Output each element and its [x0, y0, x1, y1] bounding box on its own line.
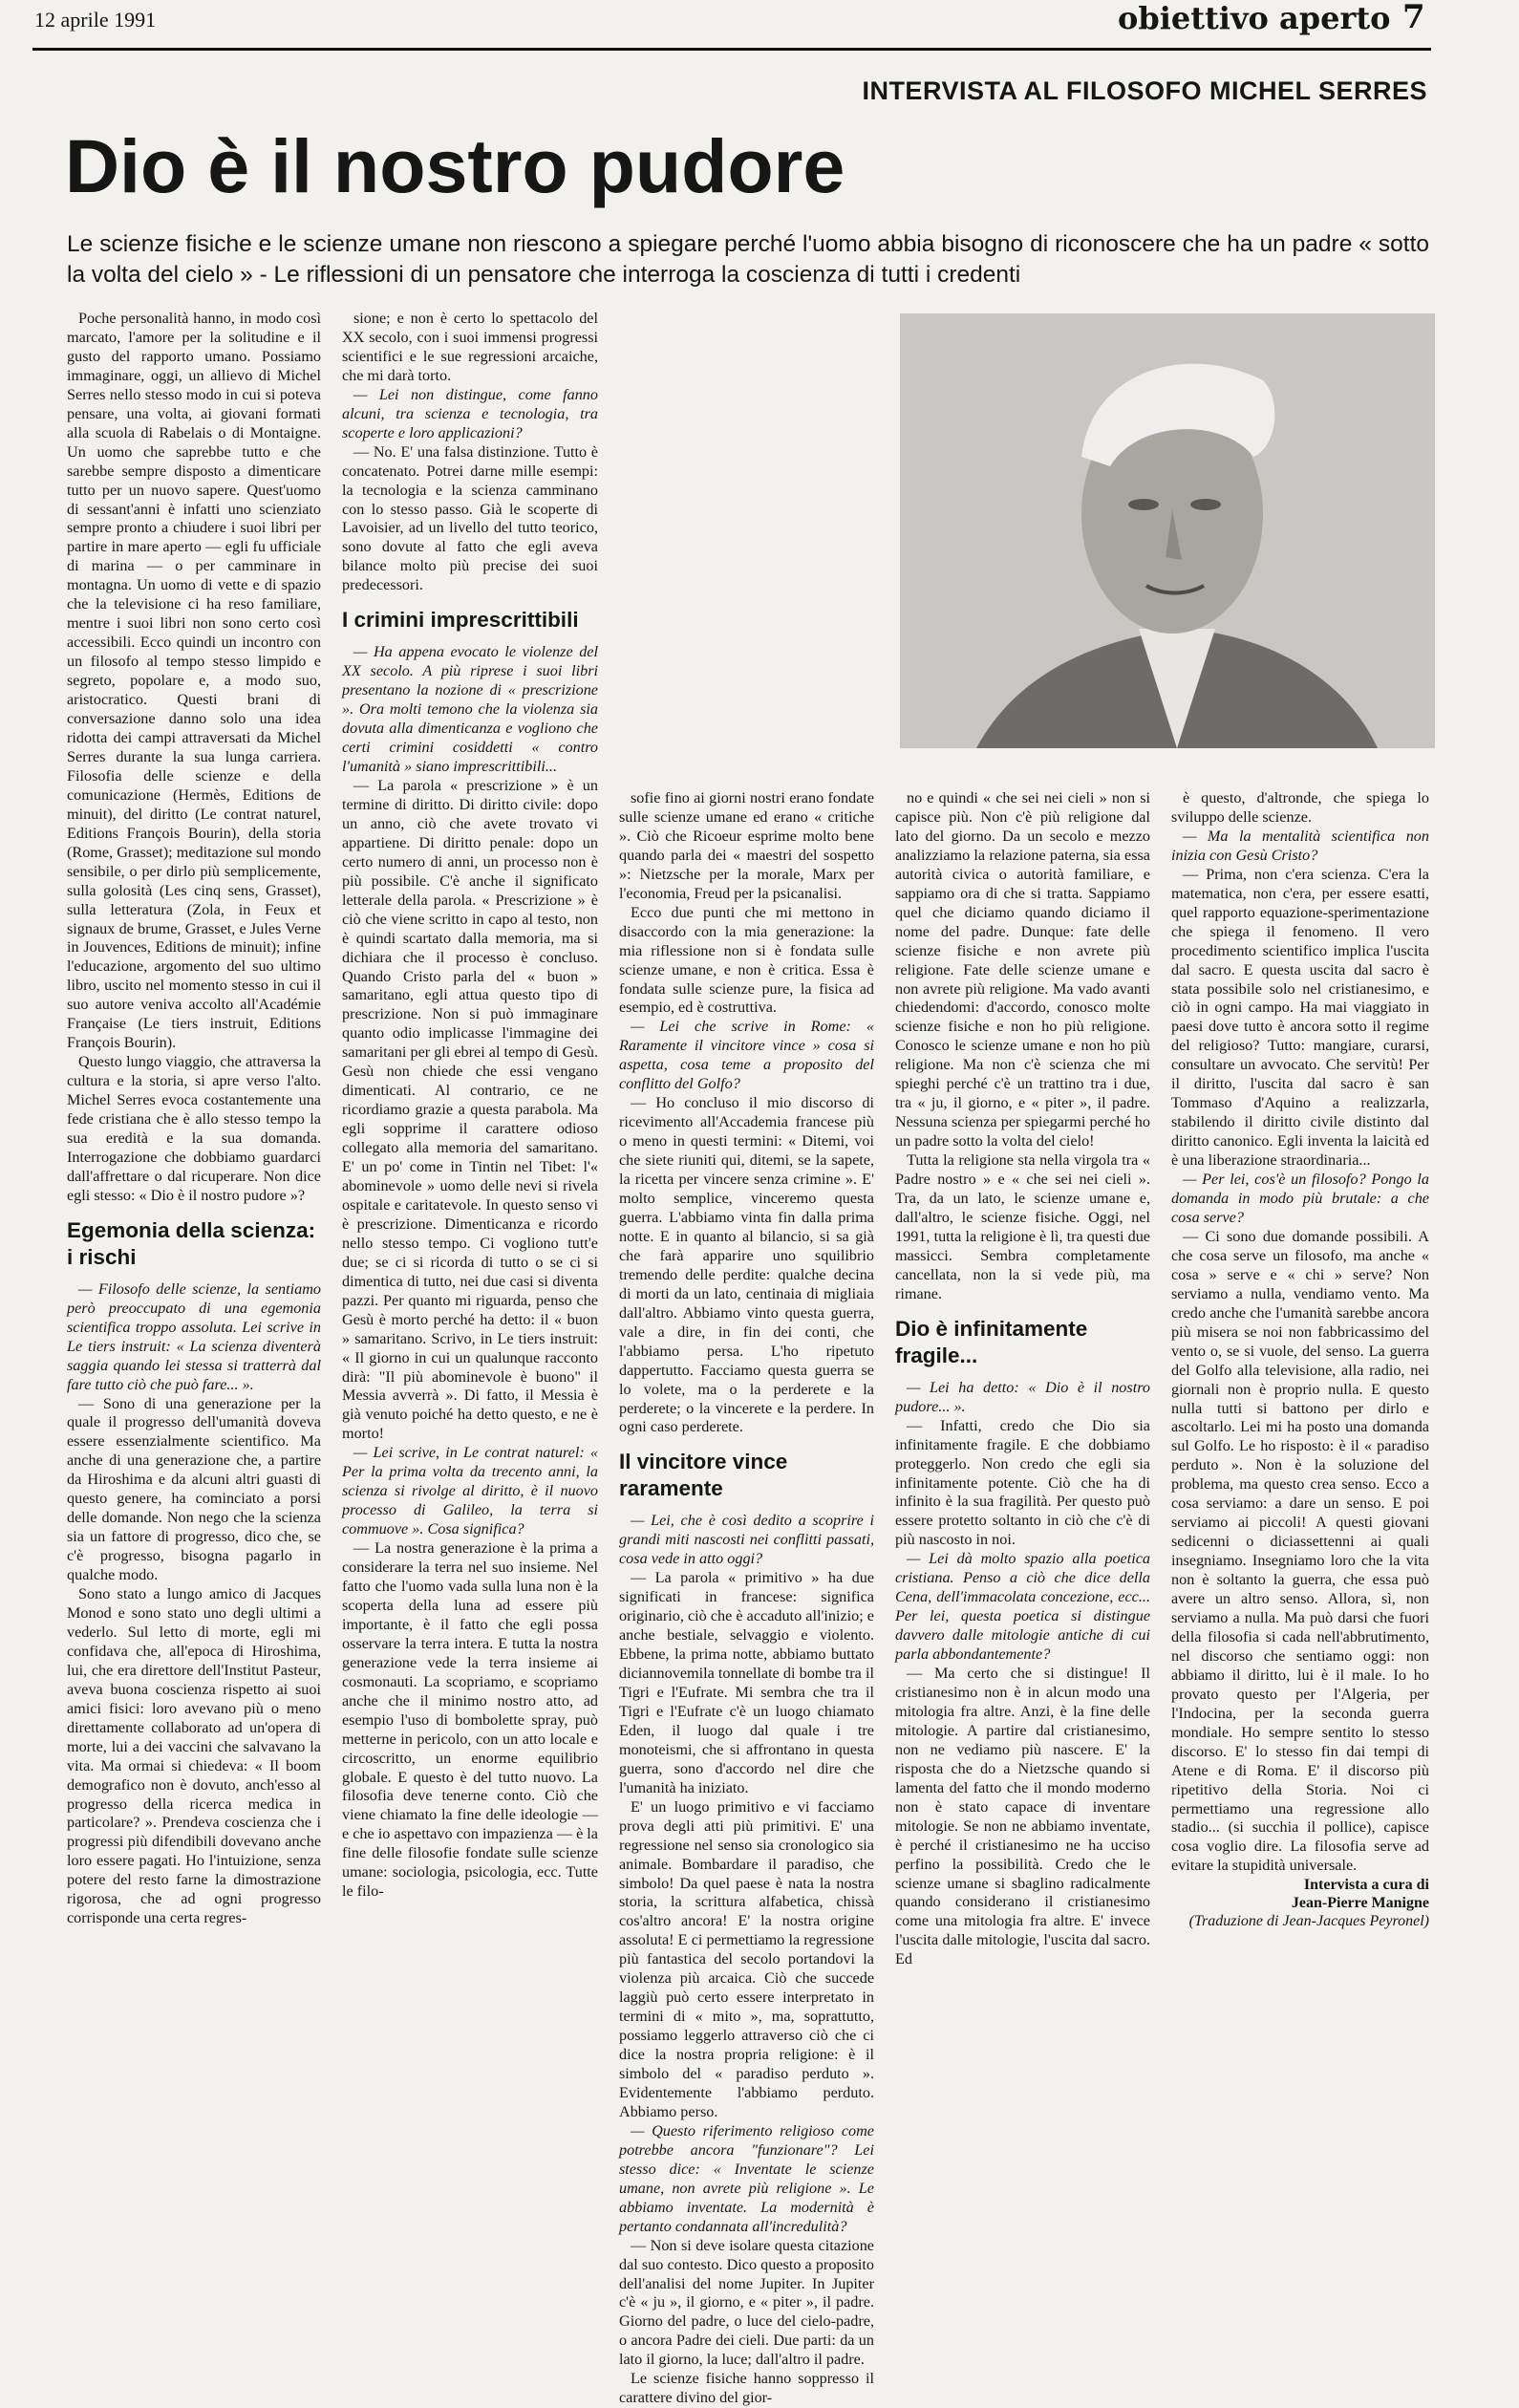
answer: no e quindi « che sei nei cieli » non si capisce più. Non c'è più religione dal lato del giorno. Da un secolo e mezzo analizziamo la relazione paterna, sia essa autorità civica o autorità familiare, e sappiamo ora di che si tratta. Sappiamo quel che diciamo quando diciamo il nome del padre. Dunque: fate delle scienze fisiche e non avrete più religione. Fate delle scienze umane e non avrete più religione. Ma vado avanti chiedendomi: d'accordo, conosco molte scienze fisiche e non ho più religione. Conosco le scienze umane e non ho più religione. Ma non c'è scienza che mi spieghi perché c'è un trattino tra i due, tra « ju, il giorno, e « piter », il padre. Nessuna scienza per spiegarmi perché ho un padre sotto la volta del cielo! — [895, 789, 1150, 1150]
answer: — La parola « primitivo » ha due significati in francese: significa originario, ciò che è accaduto all'inizio; e anche bestiale, selvaggio e violento. Ebbene, la prima notte, abbiamo buttato diciannovemila tonnellate di bombe tra il Tigri e l'Eufrate. Mi sembra che tra il Tigri e l'Eufrate c'è un luogo chiamato Eden, il luogo dal quale i tre monoteismi, che si affrontano in questa guerra, sono d'accordo nel dire che l'umanità ha iniziato. — [619, 1569, 874, 1796]
answer: — Ci sono due domande possibili. A che cosa serve un filosofo, ma anche « cosa » serve e « chi » serve? Non serviamo a nulla, vendiamo vento. Ma credo anche che l'umanità sarebbe ancora più misera se noi non fabbricassimo del vento o, se si vuole, del senso. La guerra del Golfo alla televisione, alla radio, nei giornali non è proprio nulla. E questo nulla tutti si battono per dirlo e ascoltarlo. Lei mi ha posto una domanda sul Golfo. Le ho risposto: è il « paradiso perduto ». Non è la soluzione del problema, ma questo crea senso. Ecco a cosa serviamo: a dare un senso. E poi serviamo ai piccoli! A questi giovani sedicenni o diciassettenni ai quali insegniamo. Insegniamo loro che la vita non è soltanto la guerra, che essa può avere un altro senso. Allora, sì, non serviamo a nulla. Ma può darsi che fuori della filosofia si cada nell'abbrutimento, nel discorso che sentiamo oggi: non abbiamo il diritto, lui è il male. Io ho provato questo per l'Algeria, per l'Indocina, per la seconda guerra mondiale. Ho sempre sentito lo stesso discorso. E' lo stesso fin dai tempi di Atene e di Roma. E' il discorso più ripetitivo della Storia. Noi ci permettiamo una regressione allo stadio... (si succhia il pollice), capisce cosa voglio dire. La filosofia serve ad evitare la stupidità universale. — [1171, 1227, 1429, 1875]
interviewer-name: Jean-Pierre Manigne — [1291, 1895, 1429, 1912]
page-number: 7 — [1402, 0, 1425, 36]
column-5 — [1171, 789, 1429, 2070]
answer: è questo, d'altronde, che spiega lo sviluppo delle scienze. — [1171, 789, 1429, 826]
question: — Questo riferimento religioso come potrebbe ancora "funzionare"? Lei stesso dice: « Inventate le scienze umane, non avrete più religione ». Le abbiamo inventate. La modernità è pertanto condannata all'incredulità? — [619, 2121, 874, 2235]
translation-credit: (Traduzione di Jean-Jacques Peyronel) — [1188, 1913, 1429, 1930]
answer: E' un luogo primitivo e vi facciamo prova degli atti più primitivi. E' una regressione nel senso sia cronologico sia animale. Bombardare il paradiso, che simbolo! Da quel paese è nata la nostra storia, la scrittura alfabetica, chissà cos'altro ancora! E' la nostra origine assoluta! E ci permettiamo la regressione più fantastica del secolo portandovi la violenza più arcaica. Ciò che succede laggiù può certo essere interpretato in termini di « mito », ma, soprattutto, possiamo leggerlo attraverso ciò che ci dice la nostra propria religione: è il simbolo del « paradiso perduto ». Evidentemente l'abbiamo perduto. Abbiamo perso. — [619, 1797, 874, 2120]
answer: Sono stato a lungo amico di Jacques Monod e sono stato uno degli ultimi a vederlo. Sul letto di morte, egli mi confidava che, all'epoca di Hiroshima, lui, che era direttore dell'Institut Pasteur, aveva buona coscienza rispetto ai suoi amici fisici: loro avevano più o meno direttamente collaborato ad un'opera di morte, lui a dei vaccini che salvavano la vita. Ma ormai si chiedeva: « Il boom demografico non è dovuto, anch'esso al progresso della ricerca medica in particolare? ». Prendeva coscienza che i progressi più difendibili dovevano anche loro essere pagati. Ho l'intuizione, senza potere del resto farne la dimostrazione rigorosa, che ad ogni progresso corrisponde una certa regres- — [67, 1585, 321, 1927]
column-4 — [895, 789, 1150, 2070]
answer: — Prima, non c'era scienza. C'era la matematica, non c'era, per essere esatti, quel rapporto equazione-sperimentazione che spiega il fenomeno. Il vero procedimento scientifico implica l'uscita dal sacro. E questa uscita dal sacro è stata possibile solo nel cristianesimo, e ciò in ogni campo. Ha mai viaggiato in paesi dove tutto è ancora sotto il regime del religioso? Tutto: mangiare, curarsi, consultare un avvocato. Che servitù! Per il diritto, l'uscita dal sacro è san Tommaso d'Aquino a realizzarla, stabilendo il diritto civile distinto dal diritto canonico. Egli inventa la laicità ed è una liberazione straordinaria... — [1171, 865, 1429, 1170]
subhead-egemonia: Egemonia della scienza: i rischi — [67, 1217, 316, 1269]
interview-credit: Intervista a cura di — [1303, 1877, 1429, 1894]
answer: — Non si deve isolare questa citazione dal suo contesto. Dico questo a proposito dell'analisi del nome Jupiter. In Jupiter c'è « ju », il giorno, e « piter », il padre. Giorno del padre, o luce del cielo-padre, o ancora Padre dei cieli. Due parti: da un lato il giorno, la luce; dall'altro il padre. — [619, 2236, 874, 2369]
answer: Ecco due punti che mi mettono in disaccordo con la mia generazione: la mia riflessione non si è fondata sulle scienze umane, e non è critica. Essa è fondata sulle scienze pure, la fisica ad esempio, ed è costruttiva. — [619, 903, 874, 1017]
column-1 — [67, 310, 321, 2068]
portrait-illustration — [900, 313, 1435, 748]
intro-paragraph-2: Questo lungo viaggio, che attraversa la cultura e la storia, si apre verso l'alto. Michel Serres evoca costantemente una fede cristiana che è allo stesso tempo la sua eredità e la sua domanda. Interrogazione che dobbiamo guardarci dall'affrettare o dal ricuperare. Non dice egli stesso: « Dio è il nostro pudore »? — [67, 1053, 321, 1204]
intro-paragraph: Poche personalità hanno, in modo così marcato, l'amore per la solitudine e il gusto del rapporto umano. Possiamo immaginare, oggi, un allievo di Michel Serres nello stesso modo in cui si poteva pensare, una volta, ai giovani formati alla scuola di Rabelais o di Montaigne. Un uomo che saprebbe tutto e che sarebbe sempre disposto a dimenticare tutto per un nuovo sapere. Quest'uomo di sessant'anni è infatti uno scienziato sempre pronto a chiudere i suoi libri per partire in mare aperto — egli fu ufficiale di marina — o per camminare in montagna. Un uomo di vette e di spazio che la televisione ci ha reso familiare, mentre i suoi libri non sono certo così accessibili. Ecco quindi un incontro con un filosofo al tempo stesso limpido e segreto, popolare e, a modo suo, aristocratico. Questi brani di conversazione danno solo una idea ridotta dei campi attraversati da Michel Serres durante la sua lunga carriera. Filosofia delle scienze e della comunicazione (Hermès, Editions de minuit), del diritto (Le contrat naturel, Editions François Bourin), della storia (Rome, Grasset); meditazione sul mondo sensibile, o per dirlo più semplicemente, sulla golosità (Les cinq sens, Grasset), sulla letteratura (Zola, in Feux et signaux de brume, Grasset, e Jules Verne in Jouvences, Editions de minuit); infine l'educazione, argomento del suo ultimo libro, uscito nel momento stesso in cui il suo autore veniva accolto all'Académie Française (Le tiers instruit, Editions François Bourin). — [67, 310, 321, 1052]
question: — Lei scrive, in Le contrat naturel: « Per la prima volta da trecento anni, la scienza si rivolge al diritto, è il nuovo processo di Galileo, la terra si commuove ». Cosa significa? — [342, 1444, 598, 1538]
subhead-vincitore: Il vincitore vince raramente — [619, 1450, 788, 1501]
answer: Tutta la religione sta nella virgola tra « Padre nostro » e « che sei nei cieli ». Tra, da un lato, le scienze umane e, dall'altro, le scienze fisiche. Oggi, nel 1991, tutta la religione è lì, tra questi due massicci. Sembra completamente cancellata, non la si vede più, ma rimane. — [895, 1151, 1150, 1302]
subhead-dio: Dio è infinitamente fragile... — [895, 1316, 1088, 1367]
answer: sione; e non è certo lo spettacolo del XX secolo, con i suoi immensi progressi scientifici e le sue regressioni arcaiche, che mi darà torto. — [342, 310, 598, 384]
question: — Lei che scrive in Rome: « Raramente il vincitore vince » cosa si aspetta, cosa teme a proposito del conflitto del Golfo? — [619, 1018, 874, 1093]
answer: — La nostra generazione è la prima a considerare la terra nel suo insieme. Nel fatto che l'uomo vada sulla luna non è la scoperta della luna ad essere più importante, è il fatto che egli possa osservare la terra intera. E tutta la nostra generazione vede la terra insieme ai cosmonauti. La scopriamo, e scopriamo anche che il minimo nostro atto, ad esempio l'uso di bombolette spray, può metterne in pericolo, con un atto locale e circoscritto, un enorme equilibrio globale. E questo è del tutto nuovo. La filosofia deve tenerne conto. Ciò che viene chiamato la fine delle ideologie — e che io aspettavo con impazienza — è la fine delle filosofie fondate sulle scienze umane: sociologia, psicologia, ecc. Tutte le filo- — [342, 1539, 598, 1901]
kicker: INTERVISTA AL FILOSOFO MICHEL SERRES — [862, 76, 1427, 105]
answer: — Ho concluso il mio discorso di ricevimento all'Accademia francese più o meno in questi termini: « Ditemi, voi che siete riuniti qui, ditemi, se la sapete, la ricetta per vincere senza crimine ». E' molto semplice, vinceremo questa guerra. L'abbiamo vinta fin dalla prima notte. E in quanto al bilancio, si sa già che farà apparire uno squilibrio tremendo delle perdite: qualche decina di morti da un lato, centinaia di migliaia dall'altro. Abbiamo vinto questa guerra, vale a dire, in fin dei conti, che l'abbiamo persa. L'ho ripetuto dappertutto. Facciamo questa guerra se lo volete, ma o la perderete e la perderete; o la vincerete e la perdere. In ogni caso perderete. — [619, 1094, 874, 1436]
issue-date: 12 aprile 1991 — [34, 8, 157, 32]
question: — Lei non distingue, come fanno alcuni, tra scienza e tecnologia, tra scoperte e loro applicazioni? — [342, 385, 598, 441]
question: — Filosofo delle scienze, la sentiamo però preoccupato di una egemonia scientifica troppo assoluta. Lei scrive in Le tiers instruit: « La scienza diventerà saggia quando lei stessa si tratterrà dal fare tutto ciò che può fare... ». — [67, 1279, 321, 1393]
answer: — La parola « prescrizione » è un termine di diritto. Di diritto civile: dopo un anno, ciò che avete trovato vi appartiene. Di diritto penale: dopo un certo numero di anni, un processo non è più possibile. C'è anche il significato letterale della parola. « Prescrizione » è ciò che viene scritto in capo al testo, non è quindi scartato dalla memoria, ma si dichiara che il processo è concluso. Quando Cristo parla del « buon » samaritano, egli attua questo tipo di prescrizione. Non si può immaginare quanto odio implicasse l'immagine dei samaritani per gli ebrei al tempo di Gesù. Gesù non chiede che essi vengano dimenticati. Al contrario, ce ne ricordiamo grazie a questa parabola. Ma egli sopprime il carattere odioso collegato alla memoria del samaritano. E' un po' come in Tintin nel Tibet: l'« abominevole » uomo delle nevi si rivela ospitale e caritatevole. In questo senso vi è prescrizione. Dimenticanza e ricordo nello stesso tempo. Ci vogliono tutt'e due; se ci si ricorda di tutto o se ci si dimentica di tutto, nei due casi si diventa pazzi. Per quanto mi riguarda, penso che Gesù è morto perché ha detto: il « buon » samaritano. Scrivo, in Le tiers instruit: « Il giorno in cui un qualunque racconto dirà: "Il più abominevole è buono" il Messia avverrà ». Di fatto, il Messia è già venuto poiché ha detto questo, e ne è morto! — [342, 776, 598, 1443]
question: — Lei dà molto spazio alla poetica cristiana. Penso a ciò che dice della Cena, dell'immacolata concezione, ecc... Per lei, questa poetica si distingue davvero dalle mitologie antiche di cui parla abbondantemente? — [895, 1550, 1150, 1664]
header-rule — [32, 48, 1431, 51]
headline: Dio è il nostro pudore — [65, 123, 845, 208]
column-3-text — [619, 789, 874, 2407]
answer: — Infatti, credo che Dio sia infinitamente fragile. E che dobbiamo proteggerlo. Non credo che egli sia infinitamente potente. Ciò che ha di infinito è la sua fragilità. Per questo può essere protetto soltanto in ciò che c'è di più nascosto in noi. — [895, 1416, 1150, 1549]
question: — Lei, che è così dedito a scoprire i grandi miti nascosti nei conflitti passati, cosa vede in atto oggi? — [619, 1512, 874, 1568]
author-photo — [900, 313, 1435, 748]
answer: — No. E' una falsa distinzione. Tutto è concatenato. Potrei darne mille esempi: la tecnologia e la scienza camminano con lo stesso passo. Già le scoperte di Lavoisier, ad un livello del tutto teorico, sono dovute al fatto che egli aveva bilance molto più precise dei suoi predecessori. — [342, 442, 598, 594]
question: — Ma la mentalità scientifica non inizia con Gesù Cristo? — [1171, 827, 1429, 864]
answer: sofie fino ai giorni nostri erano fondate sulle scienze umane ed erano « critiche ». Ciò che Ricoeur esprime molto bene quando parla dei « maestri del sospetto »: Nietzsche per la morale, Marx per l'economia, Freud per la psicanalisi. — [619, 789, 874, 902]
question: — Per lei, cos'è un filosofo? Pongo la domanda in modo più brutale: a che cosa serve? — [1171, 1171, 1429, 1226]
question: — Lei ha detto: « Dio è il nostro pudore... ». — [895, 1378, 1150, 1415]
column-2 — [342, 310, 598, 2068]
answer: Le scienze fisiche hanno soppresso il carattere divino del gior- — [619, 2370, 874, 2407]
subhead-crimini: I crimini imprescrittibili — [342, 608, 579, 633]
question: — Ha appena evocato le violenze del XX secolo. A più riprese i suoi libri presentano la nozione di « prescrizione ». Ora molti temono che la violenza sia dovuta alla dimenticanza e vogliono che certi crimini cosiddetti « contro l'umanità » siano imprescrittibili... — [342, 643, 598, 776]
deck: Le scienze fisiche e le scienze umane non riescono a spiegare perché l'uomo abbia bisogno di riconoscere che ha un padre « sotto la volta del cielo » - Le riflessioni di un pensatore che interroga la coscienza di tutti i credenti — [67, 231, 1429, 288]
answer: — Ma certo che si distingue! Il cristianesimo non è in alcun modo una mitologia fra altre. Anzi, è la fine delle mitologie. A partire dal cristianesimo, non ne vediamo più nascere. E' la risposta che do a Nietzsche quando si lamenta del fatto che il mondo moderno non è stato capace di inventare mitologie. Se non ne abbiamo inventate, è perché il cristianesimo ne ha ucciso perfino la possibilità. Credo che le scienze umane si sbaglino radicalmente quando considerano il cristianesimo come una mitologia fra altre. E' invece l'uscita dalle mitologie, l'uscita dal sacro. Ed — [895, 1665, 1150, 1968]
section-title: obiettivo aperto — [1118, 0, 1391, 36]
answer: — Sono di una generazione per la quale il progresso dell'umanità doveva essere essenzialmente scientifico. Ma anche di una generazione che, a partire da Hiroshima e da alcuni altri guasti di questo genere, ha cominciato a porsi delle domande. Non nego che la scienza sia un fattore di progresso, dico che, se c'è progresso, bisogna pagarlo in qualche modo. — [67, 1394, 321, 1584]
